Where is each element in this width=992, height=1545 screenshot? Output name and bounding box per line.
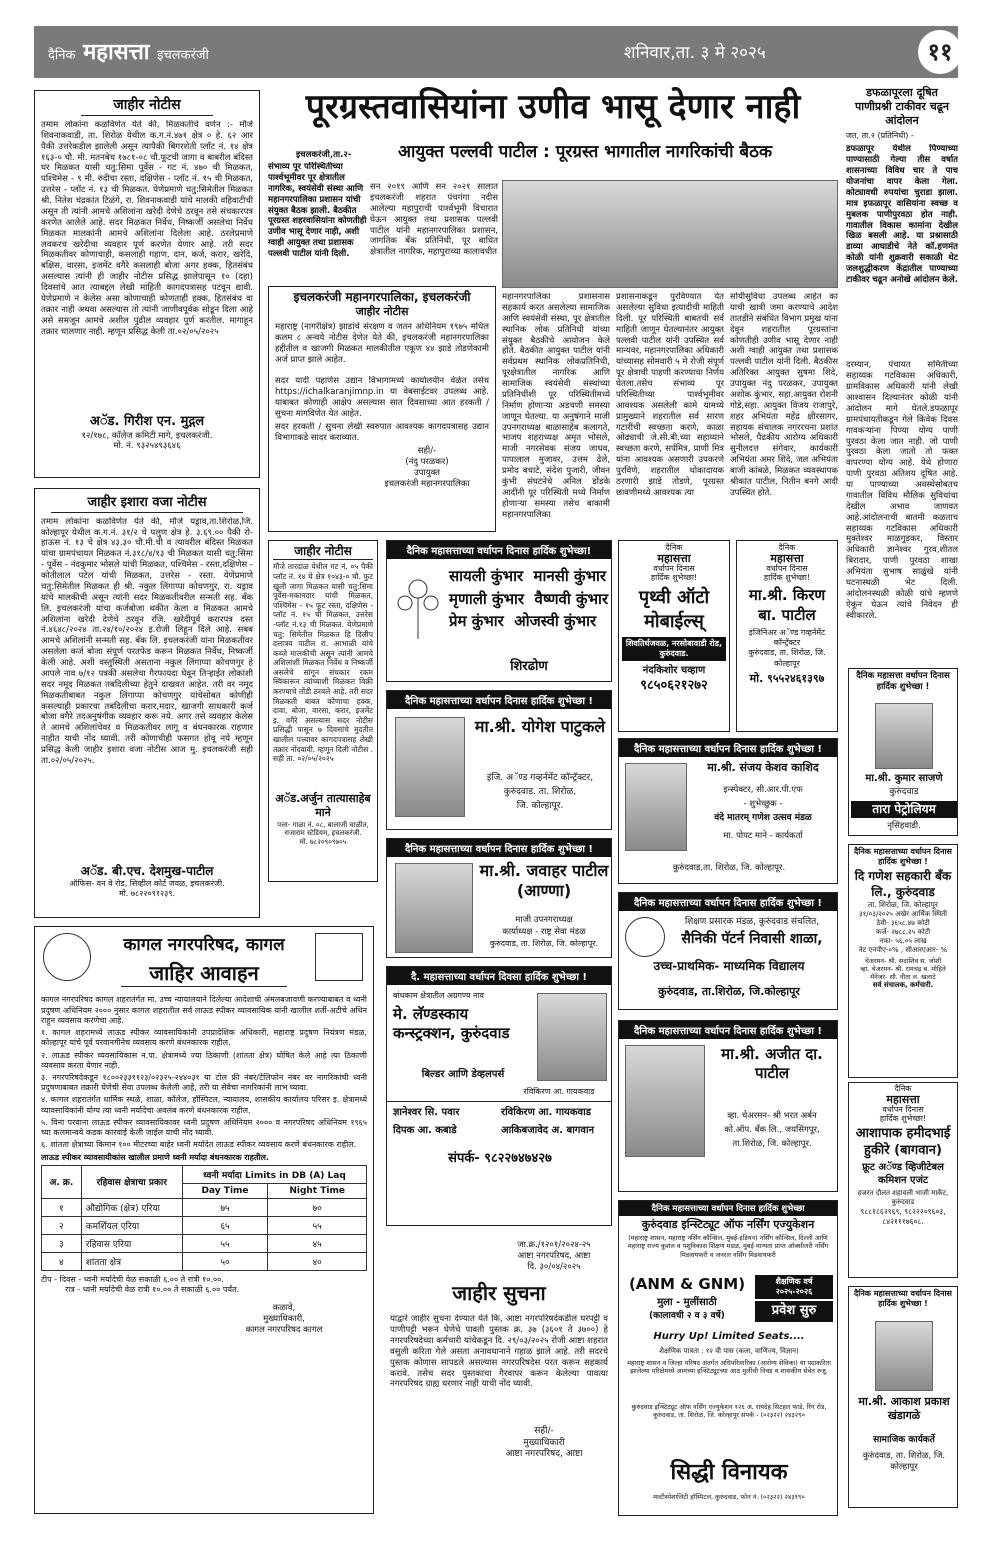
institute-name: कुरुंदवाड इन्स्टिट्यूट ऑफ नर्सिंग एज्युकेशन: [641, 1218, 815, 1231]
cell-no: ४: [42, 1252, 82, 1270]
tag-4: हार्दिक शुभेच्छा!: [650, 572, 698, 582]
notice-title: जाहीर नोटीस: [273, 544, 373, 560]
kagal-intro: कागल नगरपरिषद कागल शहरातंर्गत मा. उच्च न्यायालयाने दिलेल्या आदेशाची अंमलबजावणी करण्याबाबत व ध्वनी प्रदुषण अधिनियम २००० नुसार कागल शहरातील सर्व लाऊड स्पीकर व्यावसायिक यांनी खालील शर्ती-अटीचे अधिन राहुन व्यवसाय करणेचा आहे.: [41, 995, 367, 1025]
tag-4: हार्दिक शुभेच्छा!: [879, 1113, 927, 1123]
notice-title: जाहीर नोटीस: [355, 305, 409, 319]
ad-greeting: दैनिक महासत्ताच्या वर्धापन दिनास हार्दिक शुभेच्छा !: [619, 893, 837, 911]
notice-title: जाहीर सुचना: [452, 1280, 546, 1305]
ad-greeting: दैनिक महासत्ताच्या वर्धापन दिनास हार्दिक शुभेच्छा !: [387, 839, 611, 857]
table-row: [42, 1216, 367, 1234]
ad-greeting: दैनिक महासत्ताच्या वर्धापन दिनास हार्दिक शुभेच्छा: [619, 1201, 837, 1216]
ad-greeting: दैनिक महासत्ताच्या वर्धापन दिनास हार्दिक शुभेच्छा !: [619, 1021, 837, 1039]
ad-landscape: [386, 966, 612, 1226]
ad-greeting: दैनिक महासत्ताच्या वर्धापन दिनास हार्दिक शुभेच्छा!: [387, 541, 611, 559]
name-3: मृणाली कुंभार: [449, 589, 525, 608]
name-2: मानसी कुंभार: [533, 567, 607, 585]
tag-2: महासत्ता: [657, 551, 691, 565]
meeting-photo: [502, 180, 838, 288]
kagal-point-3: ३. नगरपरिषदेकडून १८००२३३११२३/०२३२५-२४४०३१ या टोल फ्री नंबर/टेलिफोन नंबर वर नागरिकांची ध्वनी प्रदुषणाबाबत तक्रारी घेणेची सेवा उपलब्ध केलेली आहे, तरी या सेवेचा नागरिकांनी लाभ घ्यावा.: [41, 1072, 367, 1093]
notice-body: तमाम लोकांना कळविणेत येते की, मिळकतीचे वर्णन :- मौजे शिवनाकवाडी, ता. शिरोळ येथील क.ग.नं.४७१ क्षेत्र ० हे. ६२ आर पैकी उत्तरेकडील झालेली असून त्यापैकी बिगरशेती प्लॉट नं. १४ क्षेत्र १६३-० चौ. मी. मतनबेच १७८१-०८ चौ.फूटची जागा व बाबरील बंदिस्त घर मिळकत यासी चतु:सिमा पूर्वेस - गट नं. ४७० ची मिळकत, पश्चिमेस - ९ मी. रुंदीचा रस्ता, दक्षिणेस - प्लॉट नं. १५ ची मिळकत, उत्तरेस - प्लॉट नं. १३ ची मिळकत. येणेप्रमाणे चतु:सिमेतील मिळकत श्री. नितेश चंद्रकांत टिळंगे, रा. शिवनाकवाडी यांचे मालकी वहिवाटीची असून ती त्यांनी आमचे अशिलांना खरेदी देणेचे ठरवून तसे संचकारपत्र करणेत आलेले आहे. सदर मिळकत निर्वेध, निष्कर्जी असलेचा निर्वेध मिळकत मालकांनी आमचे अशिलांना दिलेला आहे. ठरलेप्रमाणे लवकरच खरेदीचा व्यवहार पूर्ण करणेत येणार आहे. तरी सदर मिळकतीवर कोणाचाही, कसलाही गहाण, दान, कर्ज, करार, खरेदि, बक्षिस, वारसा, इजमेंट वगैरे कसलाही बोजा अगर हक्क, हितसंबंध असल्यास त्यांनी ही जाहीर नोटीस प्रसिद्ध झालेपासून १० (दहा) दिवसांचे आत त्याबद्दल लेखी माहिती कागदपत्रासह पटवून द्यावी. येणेप्रमाणे न केलेस असा कोणाचाही कोणताही हक्क, हितसंबंध वा तक्रार नाही अथवा असल्यास तो त्यांनी जाणीवपूर्वक सोडून दिला आहे असे समजून आमचे अशील पुढील व्यवहार पूर्ण करतील. मागाहून तक्रार चालणार नाही. म्हणून प्रसिद्ध केली ता.०२/०५/२०२५: [41, 119, 253, 337]
cell-night: ५५: [268, 1216, 367, 1234]
advocate-address: ऑफिस- वन वे रोड, सिव्हील कोर्ट जवळ, इचलकरंजी.: [69, 878, 225, 888]
page-number: ११: [918, 30, 962, 74]
kagal-title: जाहिर आवाहन: [121, 961, 287, 988]
right-story: [846, 86, 958, 660]
tag-1: दैनिक: [894, 1084, 912, 1093]
school-name: सैनिकी पॅटर्न निवासी शाळा,: [681, 931, 823, 947]
business-address: शिवतिर्थजवळ, नरसोबावाडी रोड, कुरुंदवाड.: [622, 637, 726, 661]
kagal-point-2: २. लाऊड स्पीकर व्यवसायिकास न.पा. क्षेत्रामध्ये ज्या ठिकाणी (शांतता क्षेत्र) घोषित केले आहे त्या ठिकाणी व्यवसाय करता येणार नाही.: [41, 1050, 367, 1070]
person-name: मा.श्री. अजीत दा. पाटील: [721, 1045, 823, 1083]
ref-org: आष्टा नगरपरिषद, आष्टा: [517, 1250, 591, 1261]
person-name: मा.श्री. संजय केशव काशिद: [707, 761, 819, 774]
stat-5: नेट एनपीए-०% , सीआरएआर- %: [858, 945, 948, 954]
person-desig: इन्स्पेक्टर, सी.आर.पी.एफ: [723, 785, 803, 795]
stat-2: ठेवी- ३६५८.४७ कोटी: [876, 918, 930, 927]
cell-night: ४५: [268, 1234, 367, 1252]
phone: ९८८१८६२९६९, ९८२२२०९६०३, ८४२१११७६०८.: [860, 1207, 946, 1226]
advocate-address: १२/१७८, कॉलेज कमिटी मागे, इचलकरंजी.: [81, 430, 213, 441]
person-desig: सामाजिक कार्यकर्ते: [873, 1435, 935, 1445]
person-address: कुरुंदवाड, ता. शिरोळ, जि. कोल्हापूर: [862, 1451, 946, 1472]
notice-body-3: सदर हरकती / सुचना लेखी स्वरुपात आवश्यक कागदपत्रासह उद्यान विभागाकडे सादर कराव्यात.: [275, 422, 489, 444]
business-address: नृसिंहवाडी.: [887, 821, 921, 831]
admission-open: प्रवेश सुरु: [755, 1301, 833, 1322]
name-6: ओजस्वी कुंभार: [514, 612, 597, 630]
cell-day: ७५: [182, 1198, 268, 1216]
person-bank: को.ऑप. बँक लि., जयसिंगपूर,: [724, 1125, 820, 1135]
masthead: [34, 26, 958, 78]
owner-name: नंदकिशोर चव्हाण: [642, 665, 706, 677]
kagal-point-6: ६. शांतता क्षेत्राच्या किमान १०० मीटरच्या बाहेर ध्वनी मर्यादेत लाऊड स्पीकर व्यवसाय करणे बंधनकारक राहील.: [41, 1140, 357, 1150]
ad-greeting: दैनिक महासत्ताच्या वर्धापन दिनास हार्दिक शुभेच्छा !: [619, 739, 837, 757]
story-summary: संभाव्य पूर परिस्थितीच्या पार्श्वभूमीवर पूर क्षेत्रातील नागरिक, स्वयंसेवी संस्था आणि महानगरपालिका प्रशासन यांची संयुक्त बैठक झाली. बैठकीत पूरग्रस्त शहरवासियांना कोणतीही उणीव भासू देणार नाही, अशी ग्वाही आयुक्त तथा प्रशासक पल्लवी पाटील यांनी दिली.: [268, 162, 367, 259]
notice-body: तमाम लोकांना कळविणेत येते की, मौजे यड्राव,ता.शिरोळ,जि. कोल्हापूर येथील क.ग.नं. ३१/२ चे पलुण क्षेत्र हे. ३.६९.०० पैकी रो-हाऊस नं. १३ चे क्षेत्र ४३.३० चौ.मी.ची व त्यावरील बंदिस्त मिळकत यांचा ग्रामपंचायत मिळकत नं.३१८/४/१३ ची मिळकत यासी चतु:सिमा - पूर्वेस - नंदकुमार भोसले यांची मिळकत, पश्चिमेस - रस्ता,दक्षिणेस - कोतीलाल पटेल यांची मिळकत, उत्तरेस - रस्ता. येणेप्रमाणे चतु:सिमेतील मिळकत ही श्री. नकुल लिंगाप्पा कोचणगुर, रा. यड्राव यांचे मालकीची असून त्यांनी सदर मिळकतीवरील सन्मती सह. बँक लि. इचलकरंजी यांचा कर्जबोजा थकीत केला व मिळकत आमचे अशिलांना खरेदी देणेचे ठरवून रजि. खरेदीपूर्व करारपत्र दस्त नं.४६४८/२०२४ ता.२४/१०/२०२४ इ.रोजी लिहून दिले आहे. सबब आमचे अशिलांनी सन्मती सह. बँक लि. इचलकरंजी यांना मिळकतीवर असलेला कर्ज बोजा संपूर्ण परतफेड करून मिळकत निर्वेध, निष्कर्जी केली आहे. अशी वस्तुस्थिती असताना नकुल लिंगाप्पा कोचणगुर हे आपले नाव ७/१२ पत्रकी असलेचा गैरफायदा घेवून तिऱ्हाईत लोकांशी सदर नमूद मिळकत तबदिलीच्या हेतुने दाखवत आहेत. तरी वर नमूद मिळकतीबाबत नकुल लिंगाप्पा कोचणगुर यांचेसोबत कोणीही कसल्याही प्रकारचा तबदिलीचा करार,मदार, खाजगी साधकारी कर्ज बोजा वगैरे तदअनुषंगीक व्यवहार करू नये. अगर तसे व्यवहार केलेस ते आमचे अशिलांचेवर व मिळकतीवर लागू व बंधनकारक राहणार नाहीत याची नोंद घ्यावी. तरी कोणाचीही फसगत होवू नये म्हणून प्रसिद्ध केली जाहीर इशारा वजा नोटीस आज मु. इचलकरंजी सही ता.०२/०५/२०२५.: [41, 516, 253, 766]
th-zone: रहिवास क्षेत्राचा प्रकार: [81, 1165, 182, 1198]
ad-kumar: [848, 668, 958, 836]
wish-label: - शुभेच्छुक -: [743, 799, 783, 809]
th-no: अ. क्र.: [42, 1165, 82, 1198]
portrait-photo: [537, 993, 607, 1081]
ad-greeting: दै. महासत्ताच्या वर्धापन दिवसा हार्दिक शुभेच्छा !: [387, 967, 611, 985]
sign-3: कागल नगरपरिषद कागल: [245, 1325, 323, 1336]
right-lead: डफळापूर येथील पिण्याच्या पाण्यासाठी गेल्या तीस वर्षात शासनाच्या विविध चार ते पाच योजनांचा वापर केला गेला. कोट्यावधी रुपयांचा चुराडा झाला. मात्र इफळापूर वासियांना स्वच्छ व मुबलक पाणीपुरवठा होत नाही. गावातील विकास कामांना देखील खिळ बसली आहे. या प्रश्नासाठी डाव्या आघाडीचे नेते कॉ.हणमंत कोळी यांनी शुक्रवारी सकाळी थेट जलशुद्धीकरण केंद्रातील पाण्याच्या टाकीवर चढून अनोखे आंदोलन केले.: [846, 144, 958, 285]
sign: सही/-: [534, 1426, 554, 1437]
ad-akash: [848, 1286, 958, 1508]
divider: [387, 1101, 611, 1102]
ad-ganesh-bank: [848, 844, 958, 1078]
person-name: मा.श्री. जवाहर पाटील (आण्णा): [479, 861, 609, 901]
table-caption: लाऊड स्पीकर व्यावसायीकांस खालील प्रमाणे ध्वनी मर्यादा बंधनकारक राहतील.: [41, 1152, 269, 1162]
tag-1: दैनिक: [665, 543, 683, 552]
person-name: मा.श्री. कुमार साजणे: [865, 773, 943, 784]
hospital-name: सिद्धी विनायक: [670, 1460, 788, 1485]
sign-2: मुख्याधिकारी,: [263, 1314, 305, 1325]
emblem-icon: [315, 933, 363, 981]
portrait-photo: [395, 863, 473, 953]
ad-greeting: दैनिक महासत्ता वर्धापन दिनास हार्दिक शुभेच्छा !: [856, 671, 950, 692]
municipal-notice: [268, 286, 496, 532]
person-name: मा.श्री. किरण बा. पाटील: [748, 586, 826, 624]
headline-text: पूरग्रस्तवासियांना उणीव भासू देणार नाही: [305, 87, 801, 127]
portrait-photo: [625, 763, 687, 851]
sign-desig: मुख्याधिकारी: [523, 1437, 565, 1448]
cell-night: ४०: [268, 1252, 367, 1270]
cell-zone: रहिवास एरिया: [81, 1234, 182, 1252]
kagal-seal-icon: [43, 933, 91, 981]
tag-3: वर्धापन दिनास: [766, 563, 808, 573]
manager: मॅनेजर- सौ. नीता ल. खलाटे: [870, 973, 936, 982]
address: कुरुंदवाड,ता. शिरोळ, जि. कोल्हापूर.: [672, 863, 786, 873]
table-row: [42, 1234, 367, 1252]
portrait-photo: [875, 1321, 933, 1391]
signatory-org: इचलकरंजी महानगरपालिका: [384, 479, 470, 490]
note-day: टीप - दिवस - ध्वनी मर्यादेची वेळ सकाळी ६.०० ते रात्री १०.००.: [41, 1274, 224, 1284]
notice-body-1: महाराष्ट्र (नागरीक्षेत्र) झाडांचे संरक्षण व जतन अधिनियम १९७५ मधिल कलम ८ अन्वये नोटीस देणेत येते की, इचलकरंजी महानगरपालिका हद्दीतील व खाजगी मिळकत मालकीतील एकूण ४४ झाडे तोडणेकामी अर्ज प्राप्त झाले आहेत.: [275, 322, 489, 366]
name-5: प्रेम कुंभार: [449, 612, 504, 630]
staff: सर्व संचालक, कर्मचारी.: [872, 981, 934, 990]
tag-4: हार्दिक शुभेच्छा!: [763, 572, 811, 582]
story-col-4: सोयीसुविधा उपलब्ध आहेत का याची खात्री जमा करण्याचे आदेश तातडीने संबंधित विभाग प्रमुख यांना देवून शहरातील पूरग्रस्तांना कोणतीही उणीव भासू देणार नाही अशी ग्वाही आयुक्त तथा प्रशासक पल्लवी पाटील यांनी दिली. बैठकीस अतिरिक्त आयुक्त सुषमा शिंदे, उपायुक्त नंदु परळकर, उपायुक्त अशोक कुंभार, सहा.आयुक्त रोशनी गोडे,सहा. आयुक्त विजय राजापुरे, शहर अभियंता महेंद्र क्षीरसागर, सहायक संचालक नगररचना प्रशांत भोसले, पैढकीय आरोग्य अधिकारी सुनीलदत्त संगेवार, कार्यकारी अभियंता अमर शिंदे, जल अभियंता बाजी कांबळे, मिळकत व्यवस्थापक श्रीकांत पाटील, नितीन बनगे आदी उपस्थित होते.: [730, 292, 838, 498]
photo-caption: रविकिरण आ. गायकवाड: [523, 1087, 595, 1096]
note-night: रात्र - ध्वनी मर्यादेची वेळ रात्री १०.०० ते सकाळी ६.०० पर्यंत.: [65, 1285, 240, 1295]
stat-1: ३१/०३/२०२५ अखेर आर्थिक स्थिती: [859, 909, 947, 918]
business-name: पृथ्वी ऑटो मोबाईल्स्: [638, 587, 710, 632]
person-name: मा.श्री. योगेश पाटुकले: [474, 717, 606, 736]
advocate-name: अॅड.अर्जुन तात्यासाहेब माने: [275, 792, 371, 820]
ad-jawahar: [386, 838, 612, 958]
business-address: हजरत दौलत शहावली भाजी मार्केट, कुरुंदवाड: [857, 1189, 949, 1207]
signatory-desig: उपायुक्त: [413, 468, 441, 479]
brand-prefix: दैनिक: [48, 48, 76, 63]
signatory: (नंदु परळकर): [405, 457, 449, 468]
tag-3: वर्धापन दिनास: [882, 1104, 924, 1114]
person-desig: व्हा. चेअरमन- श्री भरत अर्बन: [727, 1111, 817, 1121]
tag-2: महासत्ता: [886, 1092, 920, 1106]
person-address: कुरुंदवाड, ता. शिरोळ, जि. कोल्हापूर.: [489, 939, 599, 948]
cell-no: ३: [42, 1234, 82, 1252]
th-limit: ध्वनी मर्यादा Limits in DB (A) Laq: [182, 1165, 366, 1183]
tag-3: वर्धापन दिनास: [653, 563, 695, 573]
cell-no: २: [42, 1216, 82, 1234]
municipal-org: इचलकरंजी महानगरपालिका, इचलकरंजी: [293, 290, 471, 304]
person-desig: इंजि. अॅण्ड गव्हर्नमेंट कॉन्ट्रॅक्टर,: [486, 773, 594, 783]
brand-name: महासत्ता: [83, 40, 150, 65]
business-name: तारा पेट्रोलियम: [851, 801, 957, 818]
academic-year: शैक्षणिक वर्ष २०२५-२०२६: [755, 1275, 833, 1299]
hurry-tagline: Hurry Up! Limited Seats....: [653, 1331, 805, 1342]
partner-1: ज्ञानेश्वर सि. पवार: [393, 1107, 460, 1118]
business-name: मे. लॅण्डस्काय कन्स्ट्रक्शन, कुरुंदवाड: [393, 1005, 510, 1043]
school-level: उच्च-प्राथमिक- माध्यमिक विद्यालय: [653, 959, 805, 973]
advocate-mobile: मो. ७८२२०९१२३९.: [118, 889, 176, 899]
bank-name: दि गणेश सहकारी बँक लि., कुरुंदवाड: [854, 869, 952, 899]
chairman: चेअरमन- श्री. सदाशिव स. जोशी: [864, 956, 942, 965]
table-row: [42, 1252, 367, 1270]
story-col-2: महानगरपालिका प्रशासनास सहकार्य करत असलेल्या सामाजिक आणि स्वयंसेवी संस्था, पूर क्षेत्रातील स्थानिक लोक प्रतिनिधी यांच्या संयुक्त बैठकीचे आयोजन केले होते. बैठकीत आयुक्त पाटील यांनी सर्वप्रथम स्थानिक लोकप्रतिनिधी, पूरक्षेत्रातील नागरिक आणि सामाजिक स्वयंसेवी संस्थांच्या प्रतिनिधींशी पूर परिस्थितीमध्ये निर्माण होणाऱ्या अडचणी समस्या जाणून घेतल्या. या अनुषंगाने माजी उपनगराध्यक्ष बाळासाहेब कलागते, भाजप शहराध्यक्ष अमृत भोसले, माजी नगरसेवक संजय जाधव, पापालाल मुजावर, उत्तम ढेले, प्रमोद बचाटे, संदेश पुजारी, जीवन कुंभी संघटनेचे अनिल डोंडके आदींनी पूर परिस्थिती मध्ये निर्माण होणाऱ्या समस्या तसेच बाकामी महानगरपालिका: [502, 292, 610, 520]
advocate-mobile: मो. ७८२०९०९७०५: [299, 838, 347, 847]
person-place: कुरुंदवाड: [889, 787, 919, 797]
partner-3: दिपक आ. कबाडे: [393, 1125, 457, 1136]
tag-2: महासत्ता: [770, 551, 804, 565]
notice-body-2: सदर यादी पहाणेस उद्यान विभागामध्ये कार्यालयीन वेळेत तसेच https://ichalkaranjimnp.in या वेबसाईटवर उपलब्ध आहे. याबाबत कोणाही आक्षेप असल्यास सात दिवसाच्या आत हरकती / सुचना मागविणेत येत आहेत.: [275, 376, 489, 420]
ref-no: जा.क्र./१२०१/२०२४-२५: [517, 1240, 591, 1250]
main-subhead: आयुक्त पल्लवी पाटील : पूरग्रस्त भागातील नागरिकांची बैठक: [398, 142, 773, 162]
institute-address: कुरुंदवाड इन्स्टिट्यूट ऑफ नर्सिंग एज्युकेशन १२६ अ, रायदेह सिटहल फाडे, रिंग रोड, कुरुंदवाड, ता. शिरोळ, जि. कोल्हापूर संपर्क - (०२३२२) २४३२९०: [631, 1403, 827, 1420]
cell-day: ५५: [182, 1234, 268, 1252]
business-desc: फ्रूट अॅण्ड व्हिजीटेबल कमिशन एजंट: [862, 1161, 944, 1186]
advocate-name: अॅड. गिरीश एन. मुद्गल: [89, 413, 205, 429]
org-name: वंदे मातरम् गणेश उत्सव मंडळ: [714, 813, 812, 823]
bank-address: ता. शिरोळ, जि. कोल्हापूर: [868, 900, 938, 910]
name-4: वैष्णवी कुंभार: [534, 589, 609, 608]
placement-info: महाराष्ट्र शासन व जिल्हा परिषद अंतर्गत अधिपरिचारिका (आरोग्य सेविका) या पदाकरिता झालेल्या परिक्षेमध्ये आमच्या इन्स्टिट्यूटच्या आठ मुलींची निवड व शासकीय सेवेत रुजू.: [627, 1359, 831, 1376]
issue-date: शनिवार,ता. ३ मे २०२५: [624, 43, 766, 63]
vice-chairman: व्हा. चेअरमन- श्री. रामचंद्र ब. मोहिते: [860, 964, 946, 973]
notice-title: जाहीर इशारा वजा नोटीस: [51, 495, 243, 513]
noise-limit-table: [41, 1165, 367, 1271]
partner-4: आकिबजावेद अ. बागवान: [501, 1125, 595, 1136]
person-sub: कार्याध्यक्ष - राष्ट्र सेवा मंडळ: [502, 927, 586, 937]
story-col-3: प्रशासनाकडून पुरविण्यात येत असलेल्या सुविधा इत्यादीची माहिती दिली. पूर परिस्थिती बाबतची सर्व माहिती जाणून घेतल्यानंतर आयुक्त पल्लवी पाटील यांनी उपस्थित सर्व मान्यवर, महानगरपालिका अधिकारी यांच्यासह सोमवारी ५ मे रोजी संपूर्ण पूर क्षेत्राची पाहणी करण्याचा निर्णय घेतला.तसेच संभाव्य पूर परिस्थितीच्या पार्श्वभूमीवर आवश्यक असलेली कामे यामध्ये प्रामुख्याने शहरातील सर्व सारण गटारींची स्वच्छता करणे, काळा ओढ्याची जे.सी.बी.च्या सहाय्याने स्वच्छता करणे, सर्पमित्र, प्राणी मित्र यांना आवश्यक असणारी उपकरणे पुरविणे, शहरातील धोकादायक ठरणारी झाडे तोडणे, पूरग्रस्त छावणीमध्ये आवश्यक त्या: [616, 292, 724, 498]
kagal-notice: [34, 926, 374, 1514]
course-name: (ANM & GNM): [628, 1275, 746, 1293]
right-headline: डफळापूरला दूषित पाणीप्रश्नी टाकीवर चढून आंदोलन: [854, 86, 950, 128]
right-body: दरम्यान, पंचायत समितीच्या सहाय्यक गटविकास अधिकारी, ग्रामविकास अधिकारी यांनी लेखी आश्वासन दिल्यानंतर कोळी यांनी आंदोलन मागे घेतले.डफळापूर ग्रामपंचायतीकडून गेले किंवेक दिवस गावकऱ्यांना पिण्या योग्य पाणी पुरवठा केला जात नाही. जो पाणी पुरवठा केला जातो तो फक्त वापरण्या योग्य आहे. येथे होणारा पाणी पुरवठा अतिशय दूषित आहे. या पाण्याच्या अवस्थेसोबतच गावातील विविध मौलिक सुविधांचा देखील अभाव जाणवत आहे.आंदोलनाची बातमी कळताच सहाय्यक गटविकास अधिकारी मुक्तेश्वर माळगुडकर, विस्तार अधिकारी ज्ञानेश्वर गुरव,शीतल बिरादार, पाणी पुरवठा शाखा अभियंता सुभाष साळुंखे यांनी घटनास्थळी भेट दिली. आंदोलनस्थळी कोळी यांचे म्हणणे ऐकून घेऊन त्यांचे निवेदन ही स्वीकारले.: [846, 360, 958, 621]
ad-ajit: [618, 1020, 838, 1192]
ad-kumbhar: [386, 540, 612, 682]
school-emblem-icon: [625, 917, 665, 957]
ad-nursing: [618, 1200, 838, 1516]
sign: सही/-: [417, 446, 437, 457]
ad-tagline: बांधकाम क्षेत्रातील अग्रगण्य नाव: [393, 991, 484, 1000]
phone: मो. ९५५२४६१३९७: [749, 671, 825, 685]
story-col-1: सन २०१९ आणि सन २०२१ सालात इचलकरंजी शहरात पंचगंगा नदीस आलेल्या महापुराची पार्श्वभूमी विचारात घेऊन आयुक्त तथा प्रशासक पल्लवी पाटील यांनी महानगरपालिका प्रशासन, जागतिक बँक प्रतिनिधी, पूर बाधित क्षेत्रातील नागरिक, महापुराच्या कालावधीत: [370, 182, 498, 258]
ad-greeting: दैनिक महासत्ताच्या वर्धापन दिनास हार्दिक शुभेच्छा !: [854, 847, 952, 867]
contact: संपर्क- ९८२२७४७४२७: [448, 1151, 552, 1166]
cell-night: ७०: [268, 1198, 367, 1216]
qualification: शैक्षणिक पात्रता : १२ वी पास (कला, वाणिज्य, विज्ञान): [659, 1347, 799, 1355]
notice-body: मौजे तारदाळ येथील गट नं. ०५ पैकी प्लॉट नं. १४ चे क्षेत्र १०४३-० चौ. फुट खुली जागा मिळकत यासी चतु:सिमा पूर्वेस-मकानदार यांची मिळकत, पश्चिमेस - १५ फूट रस्ता, दक्षिणेस - प्लॉट नं. १५ ची मिळकत, उत्तरेस -प्लॉट नं.१३ ची मिळकत. येणेप्रमाणे चतु: सिमेतील मिळकत हि दिलीप दत्तात्रय पाटील रा. आभाळी यांचे कब्जे मालकीची असून त्यांनी आमचे अशिलांशी मिळकत निर्वेध व निष्कर्जी असलेचे सांगून संचकार रकम स्विकारून त्यांच्याशी मिळकत विक्री करण्याचे तोंडी ठरवले आहे. तरी सदर मिळकती बाबत कोणाचा हक्क, दावा, बोजा, वारसा, करार, इजमेंट इ. वगैरे असल्यास सदर नोटीस प्रसिद्धी पासून ७ दिवसांचे मुदतीत खालील पत्त्यावर कागदपत्रासह लेखी तक्रार नोंदवावी. म्हणून दिली नोटीस . सही ता. ०२/०५/२०२५: [273, 562, 373, 764]
ad-prithvi: [618, 540, 730, 732]
masthead-brand: [48, 36, 209, 66]
cell-zone: कमर्शियल एरिया: [81, 1216, 182, 1234]
school-address: कुरुंदवाड, ता.शिरोळ, जि.कोल्हापूर: [658, 985, 800, 998]
notice-mane: [268, 540, 378, 882]
institute-affiliation: (महाराष्ट्र शासन, महाराष्ट्र नर्सिंग कौन्सिल, मुंबई-इंडियन) नर्सिंग कौन्सिल, दिल्ली आणि महाराष्ट्र राज्य कुशल व पशुविकास शिक्षण मंडळ, मुंबई मान्यता प्राप्त ऑक्सीलरी नर्सिंग मिडवायफरी व जनरल नर्सिंग मिडवायफरी: [627, 1234, 829, 1259]
cell-no: १: [42, 1198, 82, 1216]
phone: ९८५०६२१२७२: [640, 677, 708, 693]
eligibility: मुला - मुलींसाठी: [657, 1297, 717, 1308]
ashta-notice: [386, 1236, 612, 1516]
stat-4: नफा- ५६.०५ लाख: [879, 936, 927, 945]
th-night: Night Time: [268, 1183, 367, 1198]
main-headline: [268, 86, 838, 132]
ad-greeting: दैनिक महासत्ताच्या वर्धापन दिनास हार्दिक शुभेच्छा !: [854, 1289, 952, 1309]
duration: (कालावधी २ व ३ वर्षे): [649, 1311, 725, 1321]
ref-date: दि. ३०/०४/२०२५: [527, 1261, 581, 1272]
notice-deshmukh: [34, 488, 260, 918]
notice-title: जाहीर नोटीस: [81, 97, 213, 116]
school-org: शिक्षण प्रसारक मंडळ, कुरुंदवाड संचलित,: [684, 917, 820, 927]
ad-school: [618, 892, 838, 1010]
place: शिरढोण: [510, 659, 548, 674]
person-address: कुरुंदवाड, ता. शिरोळ, जि. कोल्हापूर: [748, 648, 826, 668]
cell-day: ५०: [182, 1252, 268, 1270]
ad-yogesh: [386, 690, 612, 830]
notice-body: याद्वारे जाहीर सुचना देण्यात येते कि, आष्टा नगरपरिषदेकडील घरपट्टी व पाणीपट्टी भरून घेणेचे पावती पुस्तक क्र. ३७ (३६०१ ते ३७००) हे नगरपरिषदेच्या कर्मचारी यांचेकडून दि. २९/०३/२०२५ रोजी आष्टा शहरात वसुली करिता गेले असता अनावधानाने गहाळ झाले आहे. तरी सदरचे पुस्तक कोणास सापडले असल्यास नगरपरिषदेस परत करून सहकार्य करावे. तसेच सदर पुस्तकाचा गैरवापर करून केलेल्या पावत्या नगरपरिषद ग्राह्य धरणार नाही याची नोंद घ्यावी.: [390, 1314, 608, 1390]
person-desig: इंजिनिअर अॅण्ड गव्हर्नमेंट कॉन्ट्रॅक्टर: [748, 627, 826, 648]
dateline: इचलकरंजी,ता.२-: [296, 150, 352, 160]
person-name: आशापाक हमीदभाई हुकीरे (बागवान): [855, 1126, 951, 1159]
ad-kiran: [736, 540, 838, 732]
partner-2: रविकिरण आ. गायकवाड: [501, 1107, 592, 1118]
sign-org: आष्टा नगरपरिषद, आष्टा: [505, 1449, 583, 1460]
table-row: [42, 1198, 367, 1216]
person-addr-1: कुरुंदवाड. ता. शिरोळ,: [503, 787, 577, 797]
ad-sanjay: [618, 738, 838, 884]
kagal-org: कागल नगरपरिषद, कागल: [123, 935, 285, 955]
business-sub: बिल्डर आणि डेव्हलपर्स: [421, 1069, 505, 1080]
sign-1: कळावे,: [272, 1303, 296, 1314]
cell-zone: शांतता क्षेत्र: [81, 1252, 182, 1270]
advocate-mobile: मो. नं. ९३२५४९३६४६: [113, 441, 181, 452]
person-addr-2: जि. कोल्हापूर.: [516, 801, 564, 811]
kagal-point-1: १. कागल शहरामध्ये लाऊड स्पीकर व्यावसायिकांनी उपप्रादेशिक अधिकारी, महाराष्ट्र प्रदुषण नियंत्रण मंडळ, कोल्हापूर यांचे पूर्व परवानगीनेच व्यवसाय करणे बंधनकारक राहील.: [41, 1028, 367, 1048]
tag-1: दैनिक: [778, 543, 796, 552]
edition-name: इचलकरंजी: [157, 48, 209, 63]
name-1: सायली कुंभार: [449, 567, 524, 585]
person-name: मा.श्री. आकाश प्रकाश खंडागळे: [858, 1395, 950, 1423]
advocate-name: अॅड. बी.एच. देशमुख-पाटील: [80, 863, 214, 878]
notice-mudgal: [34, 90, 260, 478]
ad-greeting: दैनिक महासत्ताच्या वर्धापन दिनास हार्दिक शुभेच्छा !: [387, 691, 611, 709]
hospital-sub: मल्टीस्पेशालिटी हॉस्पिटल, कुरुंदवाड, फोन नं. (०२३२२) २४३१९०: [653, 1493, 805, 1501]
kagal-point-4: ४. कागल शहरातंर्गत धार्मिक स्थळे, शाळा, कॉलेज, हॉस्पिटल, न्यायालय, शासकीय कार्यालय परिसर इ. क्षेत्रामध्ये व्यावसायिकांनी योग्य त्या ध्वनी मर्यादेचा अवलंब करणे बंधनकारक राहील.: [41, 1095, 367, 1115]
th-day: Day Time: [182, 1183, 268, 1198]
cell-zone: औद्योगिक (क्षेत्र) एरिया: [81, 1198, 182, 1216]
stat-3: कर्जे- २७८८.२५ कोटी: [875, 927, 931, 936]
right-dateline: जत, ता.२ (प्रतिनिधी) -: [846, 131, 914, 141]
portrait-photo: [395, 717, 465, 817]
portrait-photo: [625, 1045, 705, 1157]
person-desig: माजी उपनगराध्यक्ष: [515, 915, 573, 925]
flower-decoration: [391, 569, 445, 645]
cell-day: ६५: [182, 1216, 268, 1234]
advocate-address: पत्ता- गाळा नं. ०८, बालाजी चाळीत, राजाराम स्टेडियम, इचलकरंजी.: [277, 820, 369, 838]
ad-hamid: [848, 1082, 958, 1278]
kagal-point-5: ५. विना परवाना लाऊड स्पीकर व्यावसायिकावर ध्वनी प्रदुषण अधिनियम २००० व नगरपरिषद अधिनियम १९६५ च्या कलमान्वये कडक कारवाई केली जाईल याची नोंद घ्यावी.: [41, 1117, 367, 1138]
org-sub: मा. पोपट माने - कार्यकर्ता: [723, 831, 803, 841]
person-address: ता.शिरोळ, जि. कोल्हापूर.: [732, 1139, 812, 1149]
portrait-photo: [875, 703, 933, 769]
